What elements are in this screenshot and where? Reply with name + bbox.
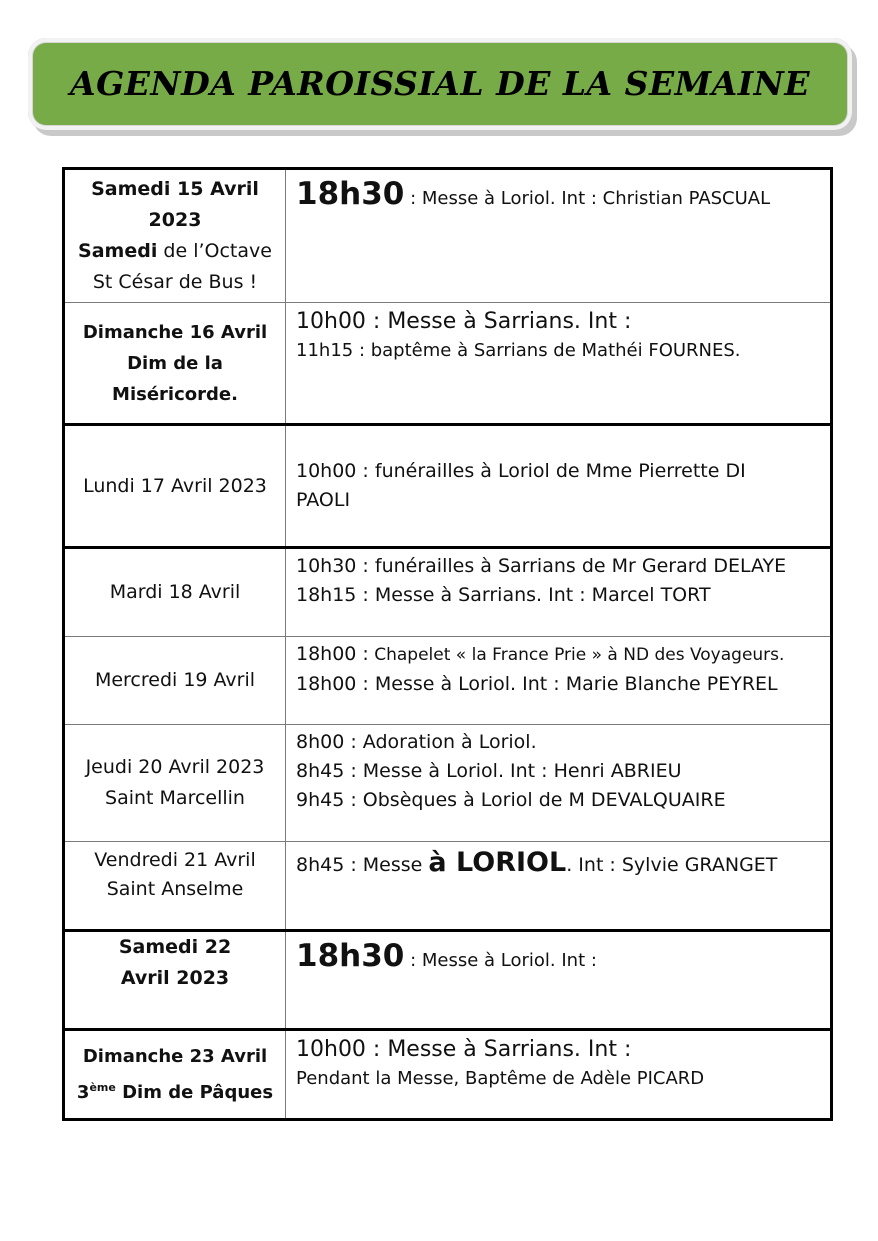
day-label: Dimanche 23 Avril (82, 1046, 268, 1067)
day-label: Vendredi 21 Avril (94, 849, 256, 871)
agenda-row-mercredi-19 (64, 637, 832, 725)
agenda-row-jeudi-20 (64, 725, 832, 842)
agenda-table (62, 167, 833, 1121)
events-cell (286, 548, 832, 637)
event-line: Pendant la Messe, Baptême de Adèle PICARD (296, 1068, 705, 1089)
feast-label (71, 1072, 279, 1108)
event-line: 10h00 : funérailles à Loriol de Mme Pierrette DI (296, 460, 746, 482)
event-line: 18h15 : Messe à Sarrians. Int : Marcel TORT (296, 584, 711, 606)
event-line: 9h45 : Obsèques à Loriol de M DEVALQUAIRE (296, 789, 726, 811)
day-cell (64, 637, 286, 725)
event-line: 8h45 : Messe à Loriol. Int : Henri ABRIEU (296, 760, 682, 782)
day-cell (64, 303, 286, 425)
events-cell (286, 842, 832, 931)
day-cell (64, 725, 286, 842)
event-text: : Messe à Loriol. Int : (404, 950, 597, 971)
events-cell (286, 637, 832, 725)
events-cell (286, 169, 832, 303)
day-label: Mercredi 19 Avril (94, 669, 256, 691)
event-place: à LORIOL (428, 847, 567, 878)
agenda-row-dimanche-16 (64, 303, 832, 425)
event-line: PAOLI (296, 489, 351, 511)
day-cell (64, 548, 286, 637)
event-line: 11h15 : baptême à Sarrians de Mathéi FOURNES. (296, 340, 741, 361)
event-line: 10h00 : Messe à Sarrians. Int : (296, 1037, 632, 1062)
day-note: de l’Octave (157, 240, 272, 262)
event-time: 18h00 : (296, 643, 369, 665)
day-label: Samedi 22 Avril 2023 (118, 936, 232, 989)
day-label: Dimanche 16 Avril (82, 321, 268, 343)
title-banner (28, 38, 852, 130)
event-time: 18h30 (296, 176, 405, 212)
event-text: : Messe à Loriol. Int : Christian PASCUAL (404, 188, 771, 209)
day-label: Jeudi 20 Avril 2023 (85, 756, 265, 778)
saint-label: Saint Marcellin (105, 787, 245, 809)
agenda-row-samedi-15 (64, 169, 832, 303)
feast-text: Dim de Pâques (115, 1082, 274, 1103)
feast-label: Dim de la Miséricorde. (112, 352, 238, 405)
feast-number: 3 (76, 1082, 90, 1103)
event-text: 8h45 : Messe (296, 854, 429, 876)
day-note-lead: Samedi (78, 240, 158, 262)
day-cell (64, 425, 286, 548)
event-line (296, 932, 822, 975)
day-label: Samedi 15 Avril 2023 (91, 178, 259, 231)
events-cell (286, 425, 832, 548)
event-line: 10h00 : Messe à Sarrians. Int : (296, 309, 632, 334)
saint-label: St César de Bus ! (92, 271, 258, 293)
feast-ordinal: ème (89, 1081, 116, 1094)
events-cell (286, 303, 832, 425)
event-line: 8h00 : Adoration à Loriol. (296, 731, 537, 753)
event-text: . Int : Sylvie GRANGET (566, 854, 778, 876)
day-label: Mardi 18 Avril (109, 581, 241, 603)
agenda-row-samedi-22 (64, 931, 832, 1030)
event-line: 10h30 : funérailles à Sarrians de Mr Gerard DELAYE (296, 555, 787, 577)
day-cell (64, 842, 286, 931)
agenda-row-mardi-18 (64, 548, 832, 637)
event-text: Chapelet « la France Prie » à ND des Voyageurs. (368, 645, 785, 665)
day-cell (64, 1030, 286, 1120)
event-line (296, 640, 822, 670)
event-line (296, 170, 822, 213)
day-cell (64, 931, 286, 1030)
day-cell (64, 169, 286, 303)
agenda-row-lundi-17 (64, 425, 832, 548)
agenda-row-vendredi-21 (64, 842, 832, 931)
event-time: 18h30 (296, 938, 405, 974)
event-line: 18h00 : Messe à Loriol. Int : Marie Blanche PEYREL (296, 673, 778, 695)
day-label: Lundi 17 Avril 2023 (83, 474, 267, 497)
event-line (296, 842, 822, 880)
events-cell (286, 725, 832, 842)
agenda-row-dimanche-23 (64, 1030, 832, 1120)
saint-label: Saint Anselme (106, 878, 244, 900)
events-cell (286, 1030, 832, 1120)
events-cell (286, 931, 832, 1030)
page-title: AGENDA PAROISSIAL DE LA SEMAINE (69, 64, 811, 103)
